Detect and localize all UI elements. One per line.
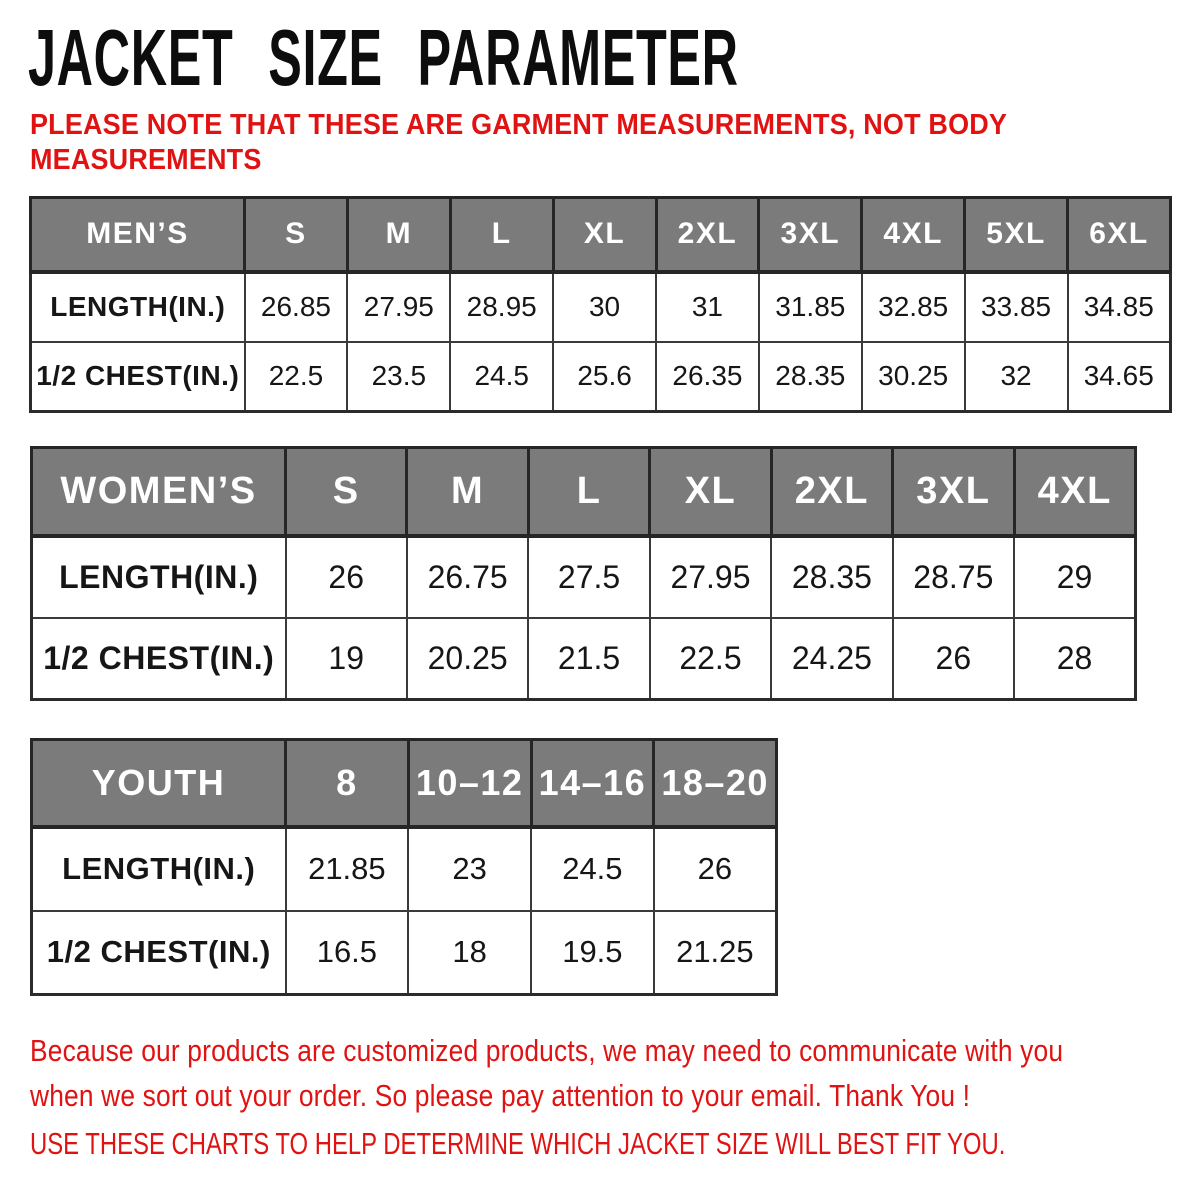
value-cell: 26 xyxy=(654,827,777,911)
size-header: L xyxy=(528,448,649,536)
size-header: 10–12 xyxy=(408,740,531,827)
value-cell: 28.75 xyxy=(893,536,1014,618)
row-label: LENGTH(IN.) xyxy=(31,272,245,342)
size-header: S xyxy=(245,198,348,272)
row-label: LENGTH(IN.) xyxy=(32,536,286,618)
value-cell: 34.65 xyxy=(1068,342,1171,412)
value-cell: 22.5 xyxy=(650,618,771,700)
size-header: 4XL xyxy=(1014,448,1135,536)
value-cell: 26.35 xyxy=(656,342,759,412)
youth-size-table xyxy=(30,738,778,996)
size-header: 4XL xyxy=(862,198,965,272)
size-header: S xyxy=(286,448,407,536)
value-cell: 25.6 xyxy=(553,342,656,412)
mens-header-row xyxy=(31,198,1171,272)
row-label: 1/2 CHEST(IN.) xyxy=(31,342,245,412)
size-header: 2XL xyxy=(771,448,892,536)
value-cell: 29 xyxy=(1014,536,1135,618)
size-header: M xyxy=(347,198,450,272)
value-cell: 21.25 xyxy=(654,911,777,995)
mens-chest-row xyxy=(31,342,1171,412)
value-cell: 26 xyxy=(893,618,1014,700)
page-title: JACKET SIZE PARAMETER xyxy=(28,13,739,102)
value-cell: 33.85 xyxy=(965,272,1068,342)
size-header: 3XL xyxy=(893,448,1014,536)
value-cell: 18 xyxy=(408,911,531,995)
value-cell: 16.5 xyxy=(286,911,409,995)
mens-table-title: MEN’S xyxy=(31,198,245,272)
womens-header-row xyxy=(32,448,1136,536)
value-cell: 30.25 xyxy=(862,342,965,412)
row-label: 1/2 CHEST(IN.) xyxy=(32,911,286,995)
value-cell: 23.5 xyxy=(347,342,450,412)
size-header: 2XL xyxy=(656,198,759,272)
size-header: XL xyxy=(553,198,656,272)
note-line-1: PLEASE NOTE THAT THESE ARE GARMENT MEASUREMENTS, NOT BODY xyxy=(30,109,1008,141)
value-cell: 24.25 xyxy=(771,618,892,700)
womens-length-row xyxy=(32,536,1136,618)
size-header: XL xyxy=(650,448,771,536)
value-cell: 26 xyxy=(286,536,407,618)
value-cell: 21.5 xyxy=(528,618,649,700)
value-cell: 34.85 xyxy=(1068,272,1171,342)
value-cell: 24.5 xyxy=(450,342,553,412)
note-line-2: MEASUREMENTS xyxy=(30,144,262,176)
size-header: L xyxy=(450,198,553,272)
value-cell: 20.25 xyxy=(407,618,528,700)
value-cell: 27.95 xyxy=(650,536,771,618)
garment-measurement-note xyxy=(30,108,1007,178)
value-cell: 30 xyxy=(553,272,656,342)
mens-size-table xyxy=(29,196,1172,413)
value-cell: 21.85 xyxy=(286,827,409,911)
value-cell: 28 xyxy=(1014,618,1135,700)
size-header: 5XL xyxy=(965,198,1068,272)
value-cell: 28.95 xyxy=(450,272,553,342)
value-cell: 27.5 xyxy=(528,536,649,618)
size-header: 14–16 xyxy=(531,740,654,827)
size-header: 8 xyxy=(286,740,409,827)
youth-length-row xyxy=(32,827,777,911)
value-cell: 31 xyxy=(656,272,759,342)
value-cell: 22.5 xyxy=(245,342,348,412)
value-cell: 19.5 xyxy=(531,911,654,995)
size-header: M xyxy=(407,448,528,536)
youth-header-row xyxy=(32,740,777,827)
notice-line-1: Because our products are customized products, we may need to communicate with you xyxy=(30,1033,1064,1068)
youth-chest-row xyxy=(32,911,777,995)
value-cell: 31.85 xyxy=(759,272,862,342)
value-cell: 28.35 xyxy=(759,342,862,412)
value-cell: 24.5 xyxy=(531,827,654,911)
value-cell: 28.35 xyxy=(771,536,892,618)
row-label: 1/2 CHEST(IN.) xyxy=(32,618,286,700)
womens-chest-row xyxy=(32,618,1136,700)
mens-length-row xyxy=(31,272,1171,342)
size-header: 18–20 xyxy=(654,740,777,827)
notice-line-2: when we sort out your order. So please pay attention to your email. Thank You ! xyxy=(30,1078,971,1113)
womens-table-title: WOMEN’S xyxy=(32,448,286,536)
youth-table-title: YOUTH xyxy=(32,740,286,827)
value-cell: 26.75 xyxy=(407,536,528,618)
womens-size-table xyxy=(30,446,1137,701)
row-label: LENGTH(IN.) xyxy=(32,827,286,911)
value-cell: 32.85 xyxy=(862,272,965,342)
value-cell: 32 xyxy=(965,342,1068,412)
chart-usage-hint: USE THESE CHARTS TO HELP DETERMINE WHICH JACKET SIZE WILL BEST FIT YOU. xyxy=(30,1126,1006,1161)
value-cell: 19 xyxy=(286,618,407,700)
size-header: 6XL xyxy=(1068,198,1171,272)
value-cell: 26.85 xyxy=(245,272,348,342)
value-cell: 27.95 xyxy=(347,272,450,342)
size-header: 3XL xyxy=(759,198,862,272)
custom-order-notice xyxy=(30,1028,1063,1118)
value-cell: 23 xyxy=(408,827,531,911)
